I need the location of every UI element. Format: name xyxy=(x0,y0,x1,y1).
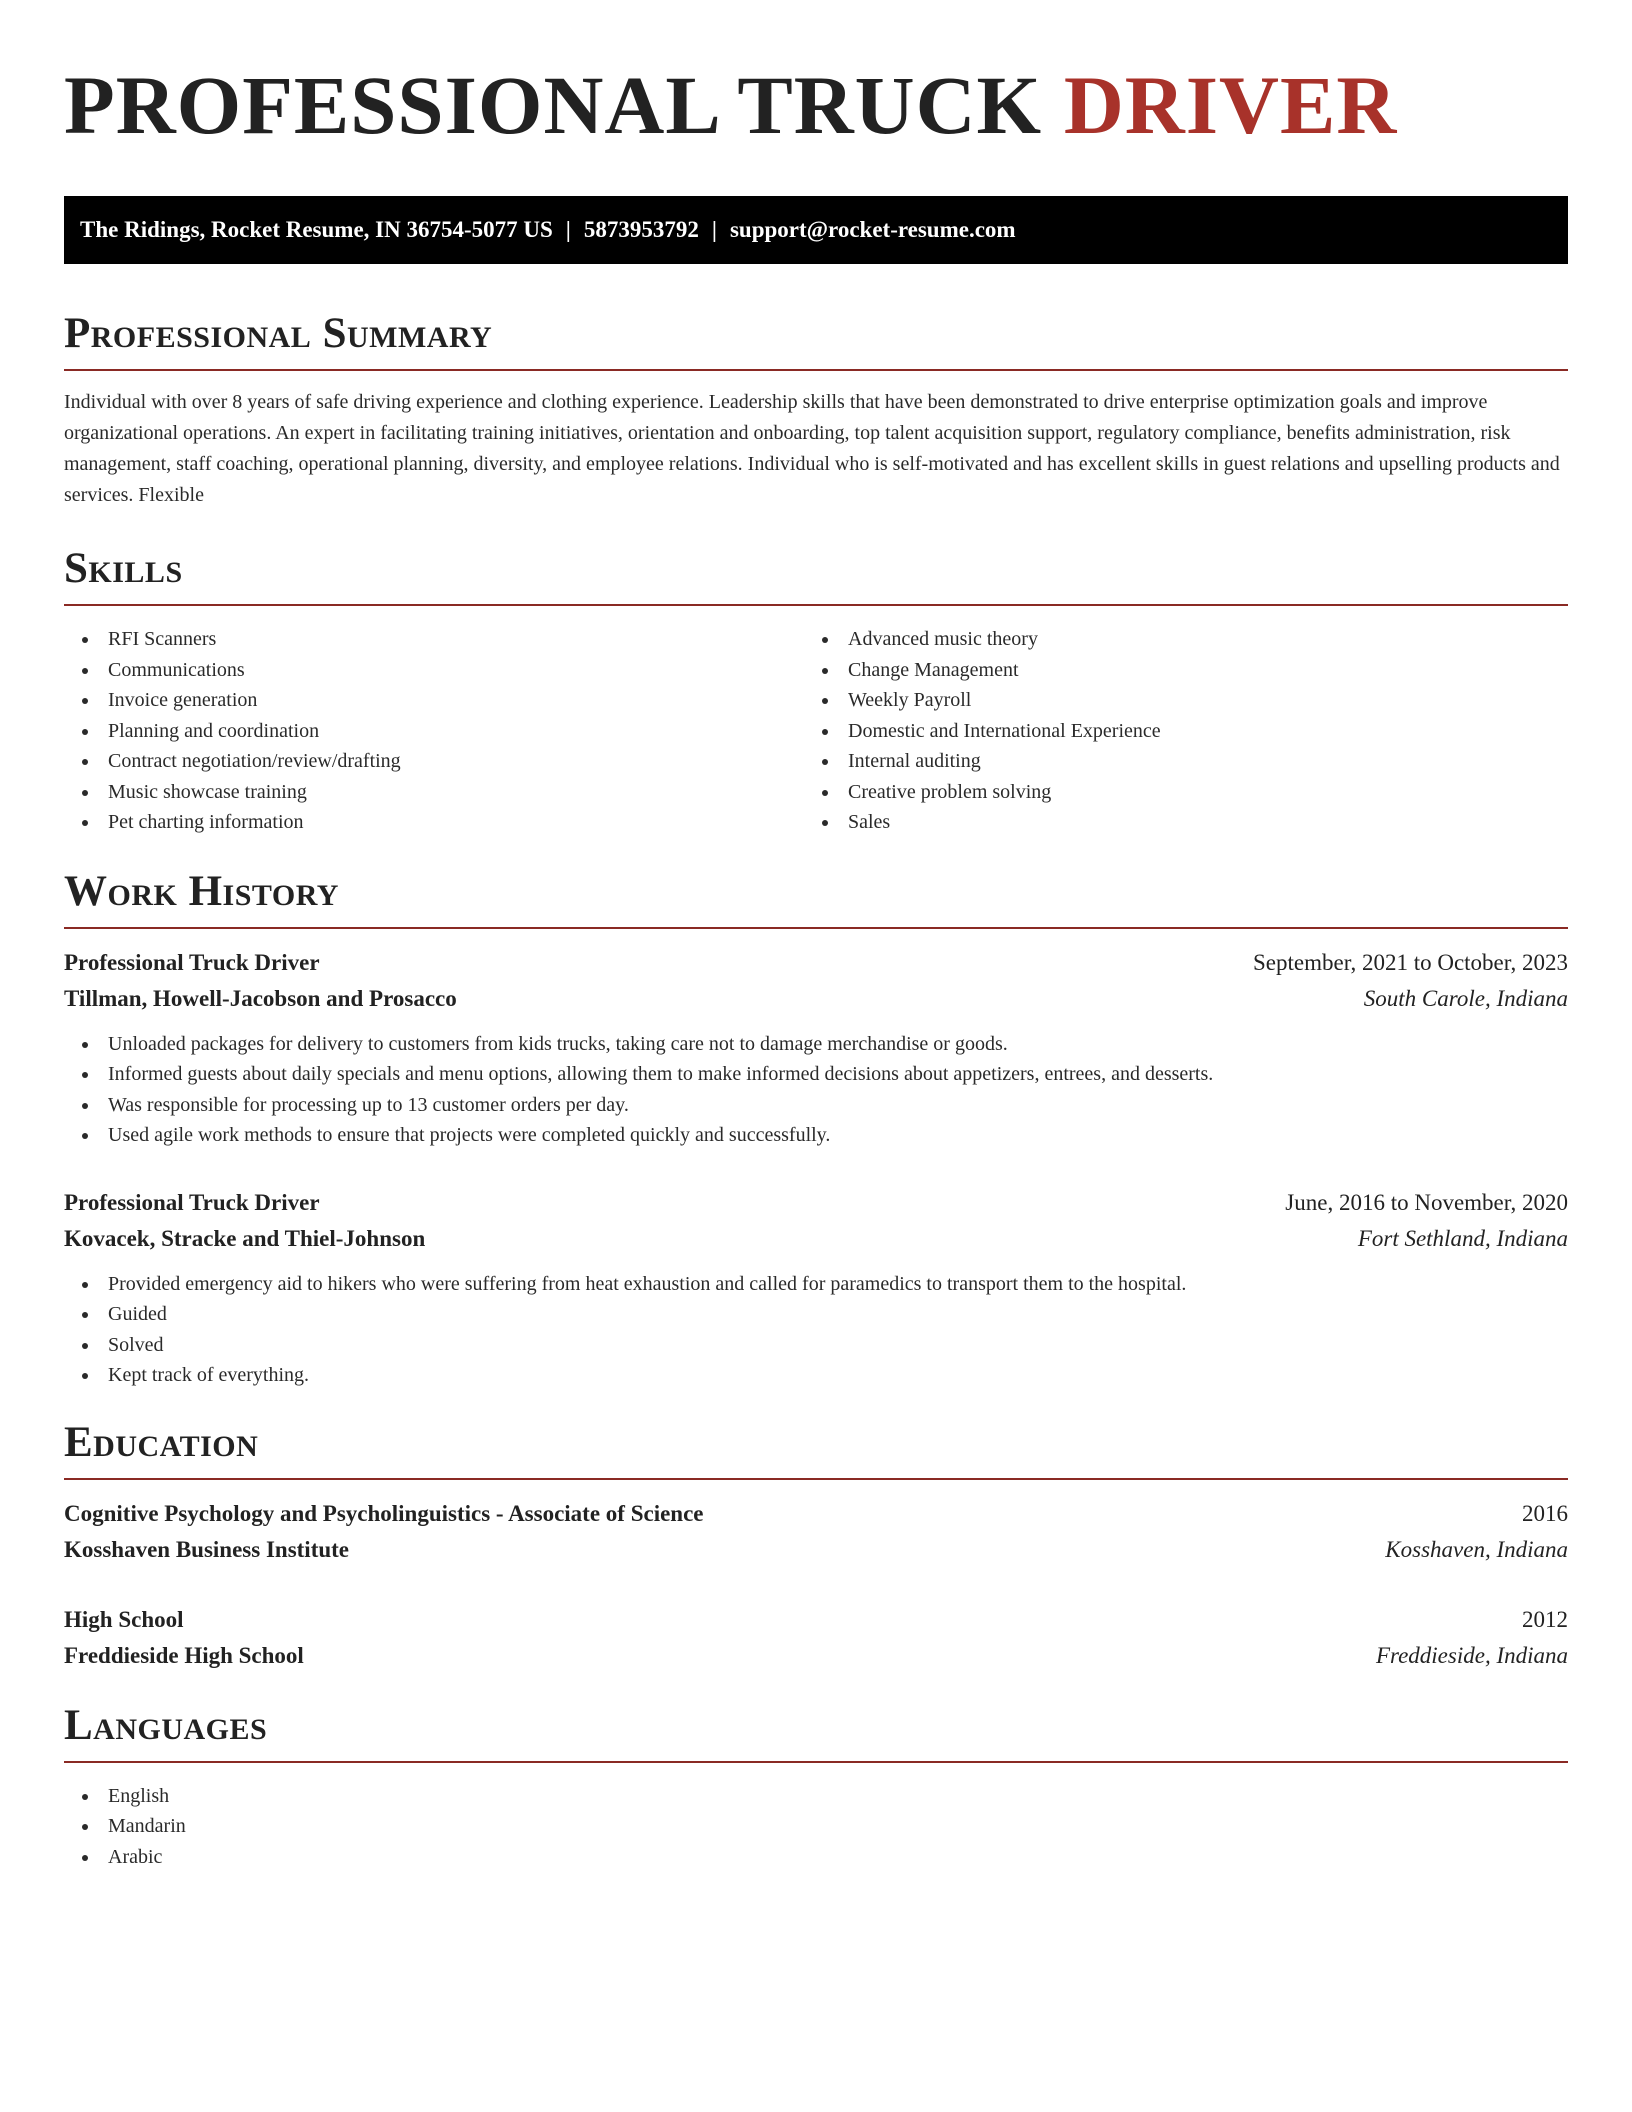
spacer xyxy=(64,1151,1568,1185)
contact-phone: 5873953792 xyxy=(583,217,699,242)
skill-item: Domestic and International Experience xyxy=(804,716,1544,747)
skill-item: Sales xyxy=(804,807,1544,838)
skill-item: RFI Scanners xyxy=(64,624,804,655)
job-header-row xyxy=(64,945,1568,981)
languages-section xyxy=(64,1701,1568,1873)
education-entry xyxy=(64,1602,1568,1674)
skill-item: Music showcase training xyxy=(64,777,804,808)
job-dates: September, 2021 to October, 2023 xyxy=(1253,949,1568,975)
job-duties-list xyxy=(64,1269,1568,1391)
skills-section xyxy=(64,547,1568,838)
section-title-work: Work History xyxy=(64,867,339,915)
skill-item: Contract negotiation/review/drafting xyxy=(64,746,804,777)
education-year: 2016 xyxy=(1522,1500,1568,1526)
job-duty: Guided xyxy=(64,1299,1568,1330)
job-title: Professional Truck Driver xyxy=(64,949,320,975)
job-duty: Used agile work methods to ensure that projects were completed quickly and successfully. xyxy=(64,1120,1568,1151)
skills-list-right xyxy=(804,624,1544,838)
education-degree: Cognitive Psychology and Psycholinguistics - Associate of Science xyxy=(64,1500,704,1526)
language-item: Mandarin xyxy=(64,1811,1568,1842)
contact-bar xyxy=(64,196,1568,264)
job-company-row xyxy=(64,981,1568,1017)
education-school-row xyxy=(64,1532,1568,1568)
summary-text: Individual with over 8 years of safe driving experience and clothing experience. Leadership skills that have been demonstrated to drive enterprise optimization goals and improve organizational operations. An expert in facilitating training initiatives, orientation and onboarding, top talent acquisition support, regulatory compliance, benefits administration, risk management, staff coaching, operational planning, diversity, and employee relations. Individual who is self-motivated and has excellent skills in guest relations and upselling products and services. Flexible xyxy=(64,391,1560,506)
job-duty: Was responsible for processing up to 13 customer orders per day. xyxy=(64,1090,1568,1121)
job-location: South Carole, Indiana xyxy=(1363,985,1568,1011)
skills-grid xyxy=(64,624,1568,838)
skill-item: Internal auditing xyxy=(804,746,1544,777)
section-divider xyxy=(64,604,1568,606)
education-school: Kosshaven Business Institute xyxy=(64,1536,350,1562)
education-school: Freddieside High School xyxy=(64,1642,304,1668)
education-degree: High School xyxy=(64,1606,184,1632)
languages-list xyxy=(64,1781,1568,1873)
section-divider xyxy=(64,369,1568,371)
job-header-row xyxy=(64,1185,1568,1221)
job-entry xyxy=(64,1185,1568,1391)
name-accent: DRIVER xyxy=(1063,59,1398,151)
education-year: 2012 xyxy=(1522,1606,1568,1632)
job-company-row xyxy=(64,1221,1568,1257)
job-duty: Provided emergency aid to hikers who were suffering from heat exhaustion and called for paramedics to transport them to the hospital. xyxy=(64,1269,1568,1300)
education-degree-row xyxy=(64,1602,1568,1638)
section-divider xyxy=(64,1478,1568,1480)
resume-name xyxy=(64,56,1568,164)
skill-item: Creative problem solving xyxy=(804,777,1544,808)
contact-email: support@rocket-resume.com xyxy=(729,217,1016,242)
job-title: Professional Truck Driver xyxy=(64,1189,320,1215)
section-divider xyxy=(64,1761,1568,1763)
work-section xyxy=(64,867,1568,1391)
education-entry xyxy=(64,1496,1568,1568)
job-entry xyxy=(64,945,1568,1151)
contact-separator: | xyxy=(565,217,571,242)
summary-section xyxy=(64,312,1568,511)
job-company: Tillman, Howell-Jacobson and Prosacco xyxy=(64,985,457,1011)
skill-item: Planning and coordination xyxy=(64,716,804,747)
education-degree-row xyxy=(64,1496,1568,1532)
education-location: Kosshaven, Indiana xyxy=(1385,1536,1568,1562)
job-duty: Informed guests about daily specials and menu options, allowing them to make informed decisions about appetizers, entrees, and desserts. xyxy=(64,1059,1568,1090)
skill-item: Communications xyxy=(64,655,804,686)
job-duties-list xyxy=(64,1029,1568,1151)
job-location: Fort Sethland, Indiana xyxy=(1357,1225,1568,1251)
section-title-languages: Languages xyxy=(64,1701,268,1749)
section-title-skills: Skills xyxy=(64,545,183,592)
education-location: Freddieside, Indiana xyxy=(1375,1642,1568,1668)
contact-separator: | xyxy=(711,217,717,242)
spacer xyxy=(64,1568,1568,1602)
name-main: PROFESSIONAL TRUCK xyxy=(64,59,1043,151)
skill-item: Advanced music theory xyxy=(804,624,1544,655)
skill-item: Pet charting information xyxy=(64,807,804,838)
section-divider xyxy=(64,927,1568,929)
education-school-row xyxy=(64,1638,1568,1674)
job-company: Kovacek, Stracke and Thiel-Johnson xyxy=(64,1225,426,1251)
contact-address: The Ridings, Rocket Resume, IN 36754-5077 US xyxy=(80,217,553,242)
section-title-summary: Professional Summary xyxy=(64,310,493,357)
skills-list-left xyxy=(64,624,804,838)
language-item: English xyxy=(64,1781,1568,1812)
job-duty: Kept track of everything. xyxy=(64,1360,1568,1391)
skill-item: Weekly Payroll xyxy=(804,685,1544,716)
language-item: Arabic xyxy=(64,1842,1568,1873)
skill-item: Change Management xyxy=(804,655,1544,686)
section-title-education: Education xyxy=(64,1418,259,1466)
job-duty: Unloaded packages for delivery to customers from kids trucks, taking care not to damage merchandise or goods. xyxy=(64,1029,1568,1060)
job-dates: June, 2016 to November, 2020 xyxy=(1285,1189,1568,1215)
skill-item: Invoice generation xyxy=(64,685,804,716)
education-section xyxy=(64,1418,1568,1674)
job-duty: Solved xyxy=(64,1330,1568,1361)
